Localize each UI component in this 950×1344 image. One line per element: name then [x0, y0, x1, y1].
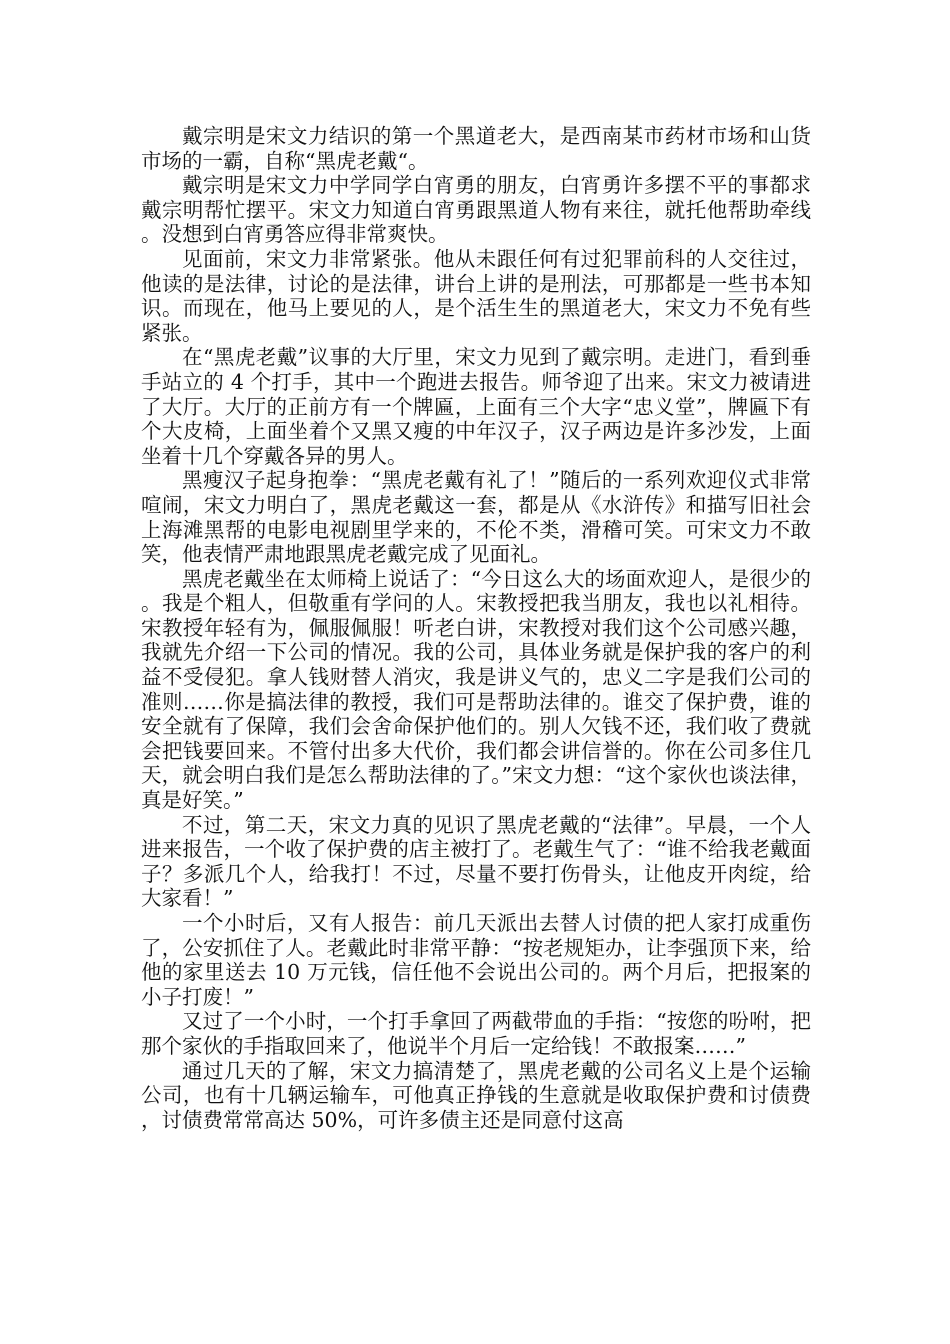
paragraph-1: 戴宗明是宋文力结识的第一个黑道老大，是西南某市药材市场和山货市场的一霸，自称“黑虎老戴“。	[141, 124, 811, 173]
paragraph-8: 一个小时后，又有人报告：前几天派出去替人讨债的把人家打成重伤了，公安抓住了人。老戴此时非常平静：“按老规矩办，让李强顶下来，给他的家里送去 10 万元钱，信任他不会说出公司的。两个月后，把报案的小子打废！”	[141, 911, 811, 1009]
paragraph-7: 不过，第二天，宋文力真的见识了黑虎老戴的“法律”。早晨，一个人进来报告，一个收了保护费的店主被打了。老戴生气了：“谁不给我老戴面子？多派几个人，给我打！不过，尽量不要打伤骨头，让他皮开肉绽，给大家看！”	[141, 812, 811, 911]
paragraph-6: 黑虎老戴坐在太师椅上说话了：“今日这么大的场面欢迎人，是很少的。我是个粗人，但敬重有学问的人。宋教授把我当朋友，我也以礼相待。宋教授年轻有为，佩服佩服！听老白讲，宋教授对我们这个公司感兴趣，我就先介绍一下公司的情况。我的公司，具体业务就是保护我的客户的利益不受侵犯。拿人钱财替人消灾，我是讲义气的，忠义二字是我们公司的准则……你是搞法律的教授，我们可是帮助法律的。谁交了保护费，谁的安全就有了保障，我们会舍命保护他们的。别人欠钱不还，我们收了费就会把钱要回来。不管付出多大代价，我们都会讲信誉的。你在公司多住几天，就会明白我们是怎么帮助法律的了。”宋文力想：“这个家伙也谈法律，真是好笑。”	[141, 566, 811, 813]
paragraph-2: 戴宗明是宋文力中学同学白宵勇的朋友，白宵勇许多摆不平的事都求戴宗明帮忙摆平。宋文力知道白宵勇跟黑道人物有来往，就托他帮助牵线。没想到白宵勇答应得非常爽快。	[141, 173, 811, 247]
paragraph-4: 在“黑虎老戴”议事的大厅里，宋文力见到了戴宗明。走进门，看到垂手站立的 4 个打手，其中一个跑进去报告。师爷迎了出来。宋文力被请进了大厅。大厅的正前方有一个牌匾，上面有三个大字“忠义堂”，牌匾下有个大皮椅，上面坐着个又黑又瘦的中年汉子，汉子两边是许多沙发，上面坐着十几个穿戴各异的男人。	[141, 345, 811, 468]
document-page	[141, 124, 811, 1132]
paragraph-3: 见面前，宋文力非常紧张。他从未跟任何有过犯罪前科的人交往过，他读的是法律，讨论的是法律，讲台上讲的是刑法，可那都是一些书本知识。而现在，他马上要见的人，是个活生生的黑道老大，宋文力不免有些紧张。	[141, 246, 811, 345]
paragraph-9: 又过了一个小时，一个打手拿回了两截带血的手指：“按您的吩咐，把那个家伙的手指取回来了，他说半个月后一定给钱！不敢报案……”	[141, 1009, 811, 1058]
paragraph-5: 黑瘦汉子起身抱拳：“黑虎老戴有礼了！”随后的一系列欢迎仪式非常喧闹，宋文力明白了，黑虎老戴这一套，都是从《水浒传》和描写旧社会上海滩黑帮的电影电视剧里学来的，不伦不类，滑稽可笑。可宋文力不敢笑，他表情严肃地跟黑虎老戴完成了见面礼。	[141, 468, 811, 567]
paragraph-10: 通过几天的了解，宋文力搞清楚了，黑虎老戴的公司名义上是个运输公司，也有十几辆运输车，可他真正挣钱的生意就是收取保护费和讨债费，讨债费常常高达 50%，可许多债主还是同意付这高	[141, 1058, 811, 1132]
